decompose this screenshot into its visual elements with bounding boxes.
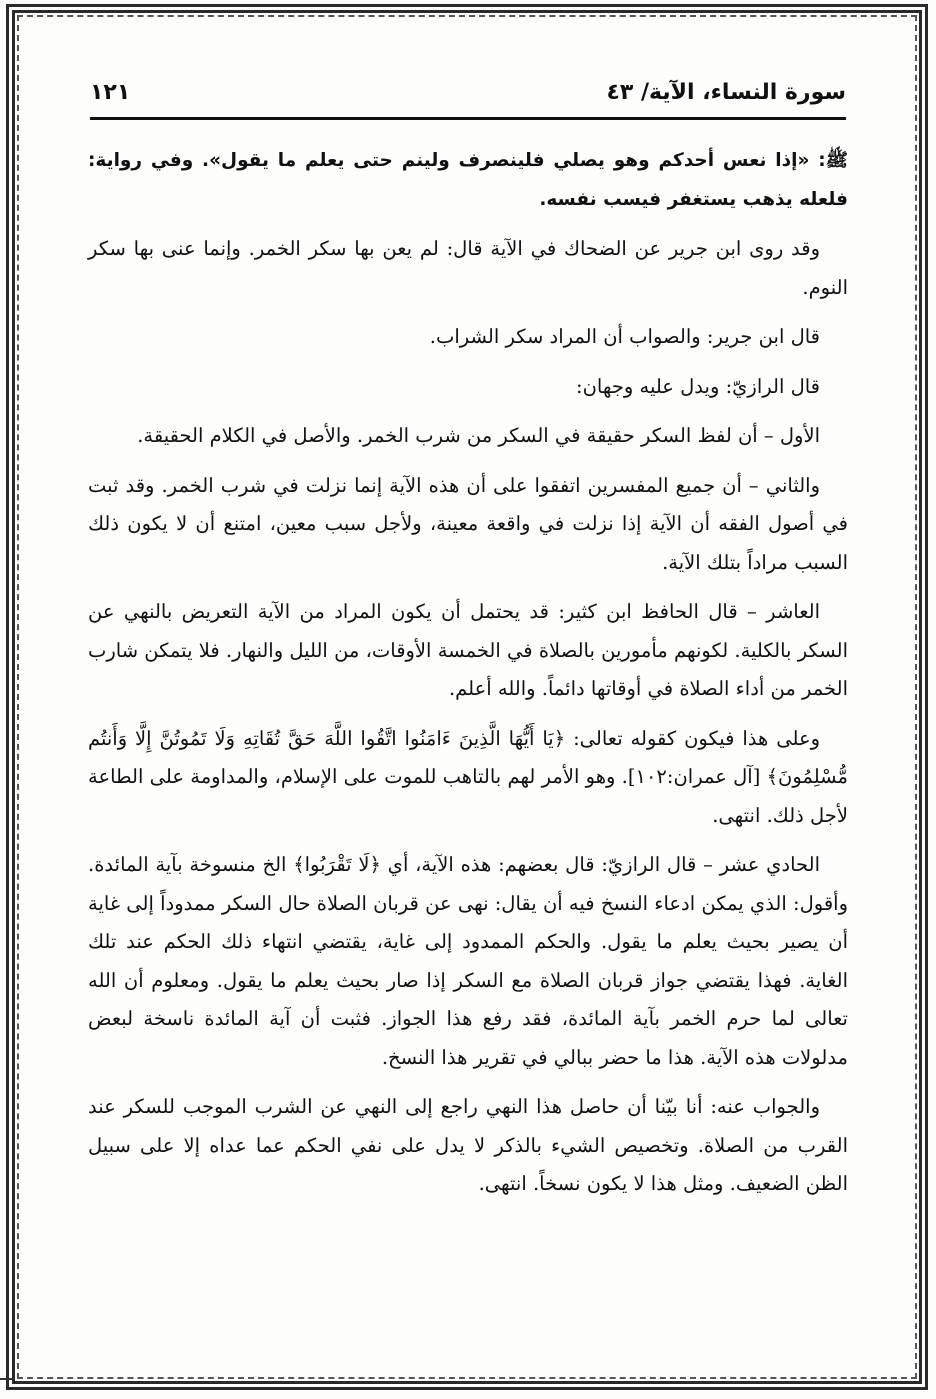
paragraph-razi-intro: قال الرازيّ: ويدل عليه وجهان:	[576, 374, 820, 398]
page-header	[90, 74, 846, 110]
paragraph-hadith: ﷺ: «إذا نعس أحدكم وهو يصلي فلينصرف ولينم حتى يعلم ما يقول». وفي رواية: فلعله يذهب يستغفر فيسب نفسه.	[88, 150, 848, 210]
scan-margin-mark	[0, 1378, 14, 1380]
paragraph-ibn-jarir-view: قال ابن جرير: والصواب أن المراد سكر الشراب.	[429, 325, 820, 348]
surah-title: سورة النساء، الآية/ ٤٣	[606, 79, 846, 105]
paragraph-ibn-jarir-dahhak: وقد روى ابن جرير عن الضحاك في الآية قال: لم يعن بها سكر الخمر. وإنما عنى بها سكر النوم.	[88, 237, 848, 299]
paragraph-first-reason: الأول – أن لفظ السكر حقيقة في السكر من شرب الخمر. والأصل في الكلام الحقيقة.	[137, 424, 820, 447]
header-divider	[90, 117, 846, 120]
paragraph-quran-citation: وعلى هذا فيكون كقوله تعالى: ﴿يَا أَيُّهَا الَّذِينَ ءَامَنُوا اتَّقُوا اللَّهَ حَقَّ تُقَاتِهِ وَلَا تَمُوتُنَّ إِلَّا وَأَنتُم مُّسْلِمُونَ﴾ [آل عمران:١٠٢]. وهو الأمر لهم بالتاهب للموت على الإسلام، والمداومة على الطاعة لأجل ذلك. انتهى.	[88, 726, 848, 827]
paragraph-second-reason: والثاني – أن جميع المفسرين اتفقوا على أن هذه الآية إنما نزلت في شرب الخمر. وقد ثبت في أصول الفقه أن الآية إذا نزلت في واقعة معينة، ولأجل سبب معين، امتنع أن لا يكون ذلك السبب مراداً بتلك الآية.	[88, 473, 848, 574]
paragraph-answer: والجواب عنه: أنا بيّنا أن حاصل هذا النهي راجع إلى النهي عن الشرب الموجب للسكر عند القرب من الصلاة. وتخصيص الشيء بالذكر لا يدل على نفي الحكم عما عداه إلا على سبيل الظن الضعيف. ومثل هذا لا يكون نسخاً. انتهى.	[88, 1095, 848, 1195]
page-number: ١٢١	[90, 79, 131, 105]
paragraph-eleventh: الحادي عشر – قال الرازيّ: قال بعضهم: هذه الآية، أي ﴿لَا تَقْرَبُوا﴾ الخ منسوخة بآية المائدة. وأقول: الذي يمكن ادعاء النسخ فيه أن يقال: نهى عن قربان الصلاة حال السكر ممدوداً إلى غاية أن يصير بحيث يعلم ما يقول. والحكم الممدود إلى غاية، يقتضي انتهاء ذلك الحكم عند تلك الغاية. فهذا يقتضي جواز قربان الصلاة مع السكر إذا صار بحيث يعلم ما يقول. ومعلوم أن الله تعالى لما حرم الخمر بآية المائدة، فقد رفع هذا الجواز. فثبت أن آية المائدة ناسخة لبعض مدلولات هذه الآية. هذا ما حضر ببالي في تقرير هذا النسخ.	[88, 853, 848, 1069]
paragraph-tenth: العاشر – قال الحافظ ابن كثير: قد يحتمل أن يكون المراد من الآية التعريض بالنهي عن السكر بالكلية. لكونهم مأمورين بالصلاة في الخمسة الأوقات، من الليل والنهار. فلا يتمكن شارب الخمر من أداء الصلاة في أوقاتها دائماً. والله أعلم.	[88, 600, 848, 700]
page-body	[88, 142, 848, 1215]
